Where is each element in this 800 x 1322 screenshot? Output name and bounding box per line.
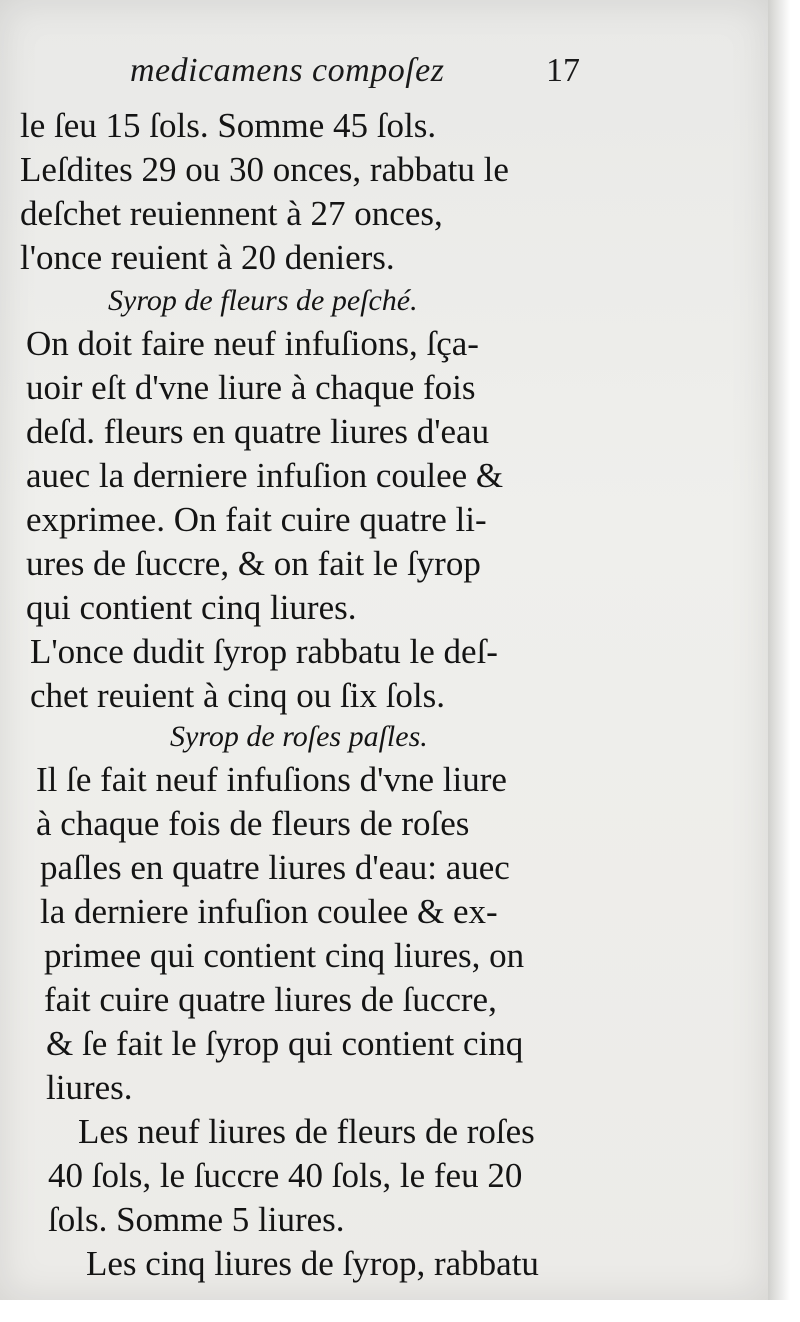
text-line: auec la derniere infuſion coulee & xyxy=(26,456,504,495)
text-line: Il ſe fait neuf infuſions d'vne liure xyxy=(36,760,507,799)
section-heading: Syrop de roſes paſles. xyxy=(170,720,428,753)
text-line: le ſeu 15 ſols. Somme 45 ſols. xyxy=(20,106,437,145)
text-line: fait cuire quatre liures de ſuccre, xyxy=(44,980,497,1019)
text-line: Les neuf liures de fleurs de roſes xyxy=(78,1112,535,1151)
text-line: la derniere infuſion coulee & ex- xyxy=(40,892,498,931)
text-line: liures. xyxy=(46,1068,133,1107)
text-line: On doit faire neuf infuſions, ſça- xyxy=(26,324,479,363)
text-line: paſles en quatre liures d'eau: auec xyxy=(40,848,510,887)
text-line: & ſe fait le ſyrop qui contient cinq xyxy=(46,1024,524,1063)
text-line: primee qui contient cinq liures, on xyxy=(44,936,525,975)
text-line: à chaque fois de fleurs de roſes xyxy=(36,804,470,843)
text-line: Les cinq liures de ſyrop, rabbatu xyxy=(86,1244,539,1283)
text-line: ſols. Somme 5 liures. xyxy=(48,1200,345,1239)
text-line: ures de ſuccre, & on fait le ſyrop xyxy=(26,544,481,583)
text-line: Leſdites 29 ou 30 onces, rabbatu le xyxy=(20,150,509,189)
running-title: medicamens compoſez xyxy=(130,52,445,89)
section-heading: Syrop de fleurs de peſché. xyxy=(108,284,418,317)
page-edge xyxy=(768,0,800,1322)
bottom-margin xyxy=(0,1300,800,1322)
page-header xyxy=(130,52,580,96)
text-line: qui contient cinq liures. xyxy=(26,588,357,627)
text-line: exprimee. On fait cuire quatre li- xyxy=(26,500,487,539)
text-line: deſchet reuiennent à 27 onces, xyxy=(20,194,443,233)
text-line: l'once reuient à 20 deniers. xyxy=(20,238,395,277)
text-line: L'once dudit ſyrop rabbatu le deſ- xyxy=(30,632,498,671)
text-line: uoir eſt d'vne liure à chaque fois xyxy=(26,368,476,407)
text-line: chet reuient à cinq ou ſix ſols. xyxy=(30,676,446,715)
text-line: 40 ſols, le ſuccre 40 ſols, le feu 20 xyxy=(48,1156,523,1195)
page-number: 17 xyxy=(546,52,580,89)
text-line: deſd. fleurs en quatre liures d'eau xyxy=(26,412,490,451)
